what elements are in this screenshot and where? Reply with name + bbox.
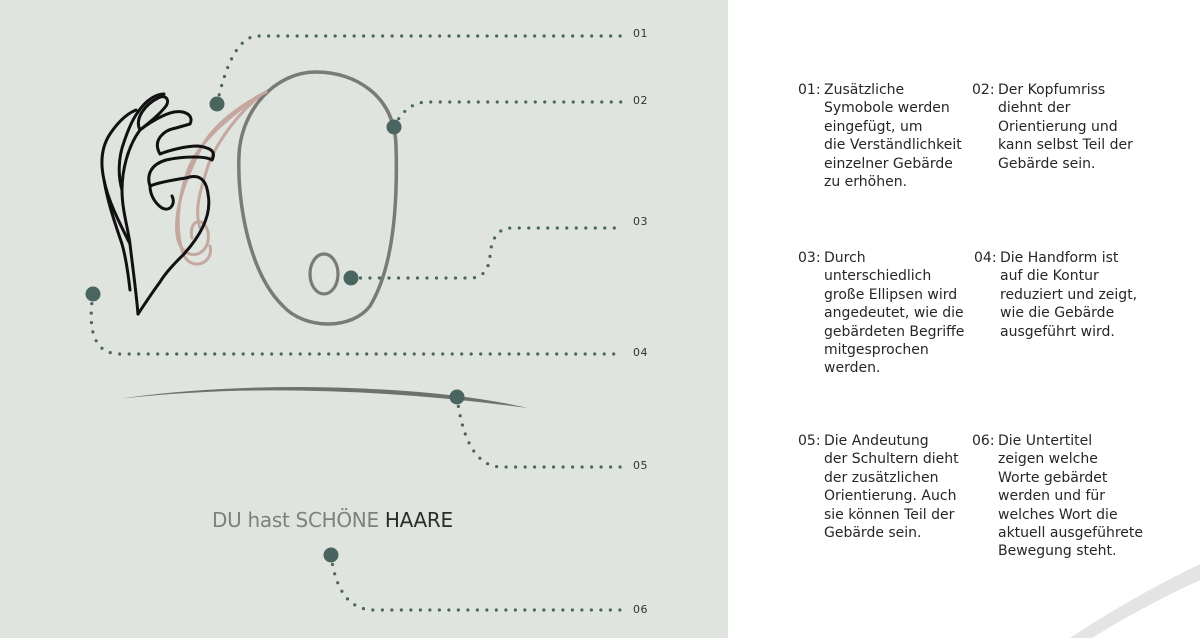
marker-dot-04 bbox=[86, 287, 101, 302]
subtitle bbox=[212, 508, 453, 532]
note-text: Der Kopfumriss diehnt der Orientierung und kann selbst Teil der Gebärde sein. bbox=[998, 82, 1133, 172]
note-text: Zusätzliche Symobole werden eingefügt, um die Verständlichkeit einzelner Gebärde zu erhöhen. bbox=[824, 82, 962, 191]
subtitle-spoken-words: DU hast SCHÖNE bbox=[212, 508, 379, 532]
note-text: Die Untertitel zeigen welche Worte gebärdet werden und für welches Wort die aktuell ausgeführete Bewegung steht. bbox=[998, 433, 1143, 560]
leader-line-05 bbox=[457, 397, 622, 467]
callout-number-04: 04 bbox=[633, 346, 648, 359]
note-number: 05: bbox=[798, 433, 821, 449]
leader-line-02 bbox=[394, 102, 622, 127]
shoulder-line bbox=[118, 387, 528, 408]
note-text: Die Andeutung der Schultern dieht der zusätzlichen Orientierung. Auch sie können Teil der Gebärde sein. bbox=[824, 433, 959, 542]
marker-dot-06 bbox=[324, 548, 339, 563]
callout-number-01: 01 bbox=[633, 27, 648, 40]
note-text: Durch unterschiedlich große Ellipsen wird angedeutet, wie die gebärdeten Begriffe mitgesprochen werden. bbox=[824, 250, 965, 377]
note-03 bbox=[798, 249, 964, 378]
note-number: 03: bbox=[798, 250, 821, 266]
note-text: Die Handform ist auf die Kontur reduziert und zeigt, wie die Gebärde ausgeführt wird. bbox=[1000, 250, 1138, 340]
note-number: 01: bbox=[798, 82, 821, 98]
callout-number-02: 02 bbox=[633, 94, 648, 107]
decorative-corner-curve bbox=[1070, 558, 1200, 638]
mouth-ellipse bbox=[310, 254, 338, 294]
note-number: 04: bbox=[974, 250, 997, 266]
callout-number-05: 05 bbox=[633, 459, 648, 472]
head-outline bbox=[239, 72, 397, 324]
leader-line-06 bbox=[331, 555, 622, 610]
note-04 bbox=[974, 249, 1137, 341]
note-number: 02: bbox=[972, 82, 995, 98]
subtitle-active-word: HAARE bbox=[384, 508, 453, 532]
note-01 bbox=[798, 81, 962, 191]
note-02 bbox=[972, 81, 1133, 173]
marker-dot-05 bbox=[450, 390, 465, 405]
note-number: 06: bbox=[972, 433, 995, 449]
leader-line-04 bbox=[91, 294, 622, 354]
leader-line-01 bbox=[217, 36, 622, 104]
marker-dot-03 bbox=[344, 271, 359, 286]
note-05 bbox=[798, 432, 959, 542]
marker-dot-02 bbox=[387, 120, 402, 135]
marker-dot-01 bbox=[210, 97, 225, 112]
callout-number-06: 06 bbox=[633, 603, 648, 616]
callout-number-03: 03 bbox=[633, 215, 648, 228]
note-06 bbox=[972, 432, 1143, 561]
